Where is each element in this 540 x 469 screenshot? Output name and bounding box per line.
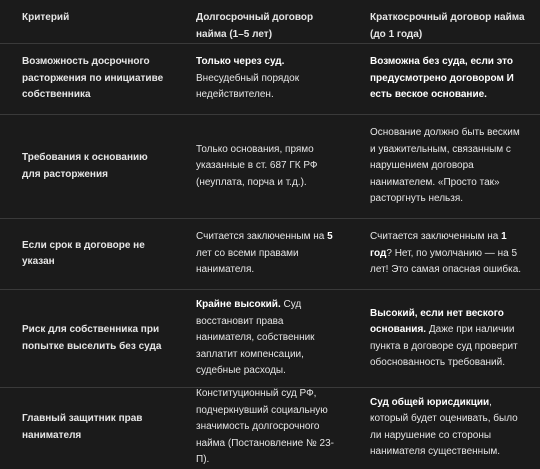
header-short-term: Краткосрочный договор найма (до 1 года) (346, 0, 540, 44)
short-term-eviction-risk: Высокий, если нет веского основания. Даже при наличии пункта в договоре суд проверит обоснованность требований. (346, 290, 540, 388)
criterion-main-defender: Главный защитник прав нанимателя (22, 413, 143, 441)
long-term-early-termination: Только через суд. Внесудебный порядок недействителен. (174, 44, 346, 115)
short-term-main-defender: Суд общей юрисдикции, который будет оценивать, было ли нарушение со стороны нанимателя существенным. (370, 396, 518, 457)
short-term-early-termination: Возможна без суда, если это предусмотрено договором И есть веское основание. (346, 44, 540, 115)
long-term-grounds: Только основания, прямо указанные в ст. 687 ГК РФ (неуплата, порча и т.д.). (174, 115, 346, 219)
long-term-eviction-risk: Крайне высокий. Суд восстановит права нанимателя, собственник заплатит компенсации, судебные расходы. (174, 290, 346, 388)
criterion-term-not-specified: Если срок в договоре не указан (0, 219, 174, 290)
long-term-term-not-specified: Считается заключенным на 5 лет со всеми правами нанимателя. (174, 219, 346, 290)
short-term-grounds: Основание должно быть веским и уважительным, связанным с нарушением договора нанимателем. «Просто так» расторгнуть нельзя. (346, 115, 540, 219)
criterion-early-termination: Возможность досрочного расторжения по инициативе собственника (0, 44, 174, 115)
short-term-term-not-specified: Считается заключенным на 1 год? Нет, по умолчанию — на 5 лет! Это самая опасная ошибка. (346, 219, 540, 290)
long-term-main-defender: Конституционный суд РФ, подчеркнувший социальную значимость долгосрочного найма (Постановление № 23-П). (196, 388, 334, 466)
criterion-eviction-risk: Риск для собственника при попытке выселить без суда (0, 290, 174, 388)
header-long-term: Долгосрочный договор найма (1–5 лет) (174, 0, 346, 44)
criterion-grounds: Требования к основанию для расторжения (0, 115, 174, 219)
header-criterion: Критерий (0, 0, 174, 44)
